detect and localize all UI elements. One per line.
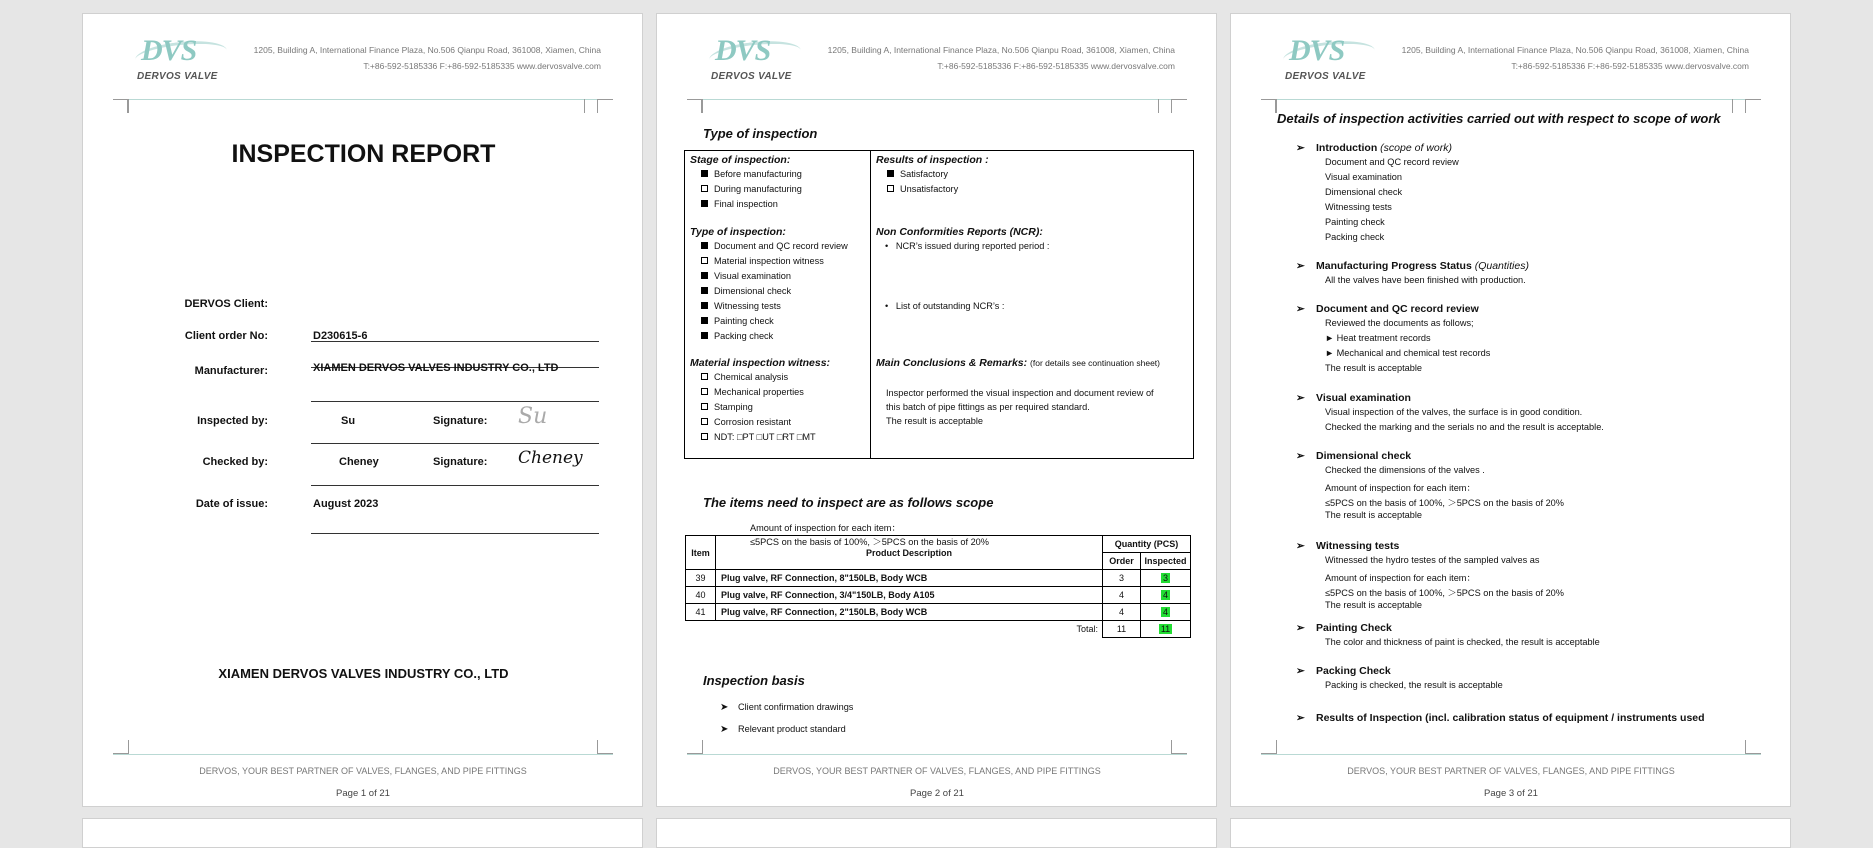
section-line: Witnessing tests	[1325, 202, 1392, 212]
conclusions-text: Inspector performed the visual inspection and document review of this batch of pipe fittings as per required standard. The result is acceptable	[886, 388, 1154, 426]
company-name: XIAMEN DERVOS VALVES INDUSTRY CO., LTD	[218, 666, 509, 681]
page-footer: DERVOS, YOUR BEST PARTNER OF VALVES, FLANGES, AND PIPE FITTINGS Page 1 of 21	[113, 740, 613, 800]
section-heading: ➢ Visual examination	[1296, 392, 1411, 404]
items-table: Item Product Description Quantity (PCS) Order Inspected 39 Plug valve, RF Connection, 8"150LB, Body WCB 3 3 40 Plug valve, RF Connection, 3/4"150LB, Body A105 4 4 41 Plug valve, RF Connection, 2"150LB, Body WCB 4 4 Total: 11 11	[685, 535, 1191, 638]
section-heading: ➢ Introduction (scope of work)	[1296, 142, 1452, 154]
page-header	[1261, 34, 1761, 94]
stage-item: Before manufacturing	[701, 169, 802, 179]
inspected-row: Inspected by: Su Signature: Su	[123, 402, 563, 432]
stage-item: Final inspection	[701, 199, 778, 209]
type-item: Witnessing tests	[701, 301, 781, 311]
order-number: D230615-6	[313, 330, 368, 342]
page-header	[687, 34, 1187, 94]
section-line: Checked the dimensions of the valves .	[1325, 465, 1485, 475]
type-item: Visual examination	[701, 271, 791, 281]
dervos-logo: DVS DERVOS VALVE	[1283, 34, 1383, 88]
arrow-bullet-icon: ➢	[1296, 712, 1305, 724]
order-row: Client order No: D230615-6	[123, 330, 563, 360]
page-footer: DERVOS, YOUR BEST PARTNER OF VALVES, FLANGES, AND PIPE FITTINGS Page 3 of 21	[1261, 740, 1761, 800]
material-item: Stamping	[701, 402, 753, 412]
result-item: Unsatisfactory	[887, 184, 958, 194]
section-line: Checked the marking and the serials no and the result is acceptable.	[1325, 422, 1604, 432]
section-line: ► Heat treatment records	[1325, 333, 1431, 343]
arrow-bullet-icon: ➢	[1296, 260, 1305, 272]
basis-item: ➤ Client confirmation drawings	[720, 702, 854, 713]
section-line: ≤5PCS on the basis of 100%, ＞5PCS on the basis of 20%	[1325, 588, 1564, 598]
type-item: Material inspection witness	[701, 256, 824, 266]
type-item: Document and QC record review	[701, 241, 848, 251]
arrow-bullet-icon: ➢	[1296, 303, 1305, 315]
activities-title: Details of inspection activities carried out with respect to scope of work	[1277, 111, 1721, 126]
section-line: Visual examination	[1325, 172, 1402, 182]
page-4-preview	[82, 818, 643, 848]
section-line: Packing is checked, the result is acceptable	[1325, 680, 1503, 690]
section-line: Visual inspection of the valves, the surface is in good condition.	[1325, 407, 1583, 417]
material-item: Corrosion resistant	[701, 417, 791, 427]
page-6-preview	[1230, 818, 1791, 848]
section-heading: ➢ Dimensional check	[1296, 450, 1412, 462]
section-line: ≤5PCS on the basis of 100%, ＞5PCS on the basis of 20%	[1325, 498, 1564, 508]
table-row: 40 Plug valve, RF Connection, 3/4"150LB, Body A105 4 4	[686, 587, 1191, 604]
section-heading: ➢ Witnessing tests	[1296, 540, 1400, 552]
stage-item: During manufacturing	[701, 184, 802, 194]
checked-row: Checked by: Cheney Signature: Cheney	[123, 446, 563, 476]
ncr-issued: • NCR’s issued during reported period :	[885, 241, 1050, 251]
section-heading: ➢ Results of Inspection (incl. calibration status of equipment / instruments used	[1296, 712, 1705, 724]
company-address: 1205, Building A, International Finance Plaza, No.506 Qianpu Road, 361008, Xiamen, China T:+86-592-5185336 F:+86-592-5185335 www.dervosvalve.com	[1401, 45, 1749, 71]
section-line: The result is acceptable	[1325, 363, 1423, 373]
section-line: The result is acceptable	[1325, 600, 1423, 610]
section-heading: ➢ Packing Check	[1296, 665, 1391, 677]
section-line: Witnessed the hydro testes of the sampled valves as	[1325, 555, 1540, 565]
material-item: NDT: □PT □UT □RT □MT	[701, 432, 816, 442]
section-line: ► Mechanical and chemical test records	[1325, 348, 1491, 358]
basis-item: ➤ Relevant product standard	[720, 724, 846, 735]
section-line: Painting check	[1325, 217, 1385, 227]
section-line: The color and thickness of paint is checked, the result is acceptable	[1325, 637, 1600, 647]
page-3	[1230, 13, 1791, 807]
table-row: 39 Plug valve, RF Connection, 8"150LB, Body WCB 3 3	[686, 570, 1191, 587]
type-item: Painting check	[701, 316, 774, 326]
arrow-bullet-icon: ➢	[1296, 540, 1305, 552]
material-item: Chemical analysis	[701, 372, 788, 382]
inspector-signature: Su	[518, 404, 548, 429]
total-row: Total: 11 11	[686, 621, 1191, 638]
result-item: Satisfactory	[887, 169, 948, 179]
section-heading: ➢ Manufacturing Progress Status (Quantities)	[1296, 260, 1529, 272]
page-footer: DERVOS, YOUR BEST PARTNER OF VALVES, FLANGES, AND PIPE FITTINGS Page 2 of 21	[687, 740, 1187, 800]
arrow-bullet-icon: ➢	[1296, 142, 1305, 154]
inspection-type-box: Stage of inspection: Before manufacturing During manufacturing Final inspection Type of inspection: Document and QC record review Material inspection witness Visual examination Dimensional check Witnessing tests Painting check Packing check Material inspection witness: Chemical analysis Mechanical properties Stamping Corrosion resistant NDT: □PT □UT □RT □MT Results of inspection : Satisfactory Unsatisfactory Non Conformities Reports (NCR): • NCR’s issued during reported period : • List of outstanding NCR’s : Main Conclusions & Remarks: (for details see continuation sheet) Inspector performed the visual inspection and document review of this batch of pipe fittings as per required standard. The result is acceptable	[684, 150, 1194, 459]
page-number: Page 2 of 21	[910, 788, 964, 799]
type-of-inspection-heading: Type of inspection	[703, 126, 818, 141]
report-title: INSPECTION REPORT	[231, 140, 496, 168]
section-line: The result is acceptable	[1325, 510, 1423, 520]
section-line: Amount of inspection for each item：	[1325, 573, 1476, 583]
section-heading: ➢ Painting Check	[1296, 622, 1392, 634]
client-row: DERVOS Client:	[123, 298, 563, 328]
section-line: Reviewed the documents as follows;	[1325, 318, 1474, 328]
arrow-bullet-icon: ➢	[1296, 392, 1305, 404]
section-line: Packing check	[1325, 232, 1385, 242]
dervos-logo: DVS DERVOS VALVE	[709, 34, 809, 88]
arrow-bullet-icon: ➢	[1296, 665, 1305, 677]
section-heading: ➢ Document and QC record review	[1296, 303, 1479, 315]
page-number: Page 1 of 21	[336, 788, 390, 799]
manufacturer-row: Manufacturer: XIAMEN DERVOS VALVES INDUSTRY CO., LTD	[123, 362, 563, 392]
page-5-preview	[656, 818, 1217, 848]
table-row: 41 Plug valve, RF Connection, 2"150LB, Body WCB 4 4	[686, 604, 1191, 621]
type-item: Packing check	[701, 331, 773, 341]
arrow-bullet-icon: ➢	[1296, 450, 1305, 462]
company-address: 1205, Building A, International Finance Plaza, No.506 Qianpu Road, 361008, Xiamen, China T:+86-592-5185336 F:+86-592-5185335 www.dervosvalve.com	[253, 45, 601, 71]
arrow-bullet-icon: ➢	[1296, 622, 1305, 634]
basis-heading: Inspection basis	[703, 673, 805, 688]
checker-signature: Cheney	[518, 448, 583, 468]
page-header	[113, 34, 613, 94]
company-address: 1205, Building A, International Finance Plaza, No.506 Qianpu Road, 361008, Xiamen, China T:+86-592-5185336 F:+86-592-5185335 www.dervosvalve.com	[827, 45, 1175, 71]
section-line: Document and QC record review	[1325, 157, 1459, 167]
date-row: Date of issue: August 2023	[123, 498, 563, 528]
conclusions-title: Main Conclusions & Remarks: (for details see continuation sheet)	[876, 357, 1160, 369]
page-number: Page 3 of 21	[1484, 788, 1538, 799]
section-line: Dimensional check	[1325, 187, 1403, 197]
section-line: All the valves have been finished with production.	[1325, 275, 1526, 285]
type-item: Dimensional check	[701, 286, 791, 296]
ncr-outstanding: • List of outstanding NCR’s :	[885, 301, 1005, 311]
material-item: Mechanical properties	[701, 387, 804, 397]
section-line: Amount of inspection for each item：	[1325, 483, 1476, 493]
dervos-logo: DVS DERVOS VALVE	[135, 34, 235, 88]
scope-heading: The items need to inspect are as follows scope	[703, 495, 994, 510]
page-1	[82, 13, 643, 807]
page-2: DVS DERVOS VALVE 1205, Building A, International Finance Plaza, No.506 Qianpu Road, 361008, Xiamen, China T:+86-592-5185336 F:+86-592-5185335 www.dervosvalve.com Type of inspection Stage of inspection: Before manufacturing During manufacturing Final inspection Type of inspection: Document and QC record review Material inspection witness Visual examination Dimensional check Witnessing tests Painting check Packing check Material inspection witness: Chemical analysis Mechanical properties Stamping Corrosion resistant NDT: □PT □UT □RT □MT Results of inspection : Satisfactory Unsatisfactory Non Conformities Reports (NCR): • NCR’s issued during reported period : • List of outstanding NCR’s : Main Conclusions & Remarks: (for details see continuation sheet) Inspector performed the visual inspection and document review of this batch of pipe fittings as per required standard. The result is acceptable The items need to inspect are as follows scope Amount of inspection for each item： ≤5PCS on the basis of 100%, ＞5PCS on the basis of 20% Item Product Description Quantity (PCS) Order Inspected 39 Plug valve, RF Connection, 8"150LB, Body WCB 3 3 40 Plug valve, RF Connection, 3/4"150LB, Body A105 4 4 41 Plug valve, RF Connection, 2"150LB, Body WCB 4 4 Total: 11 11 Inspection basis ➤ Client confirmation drawings ➤ Relevant product standard DERVOS, YOUR BEST PARTNER OF VALVES, FLANGES, AND PIPE FITTINGS Page 2 of 21	[656, 13, 1217, 807]
